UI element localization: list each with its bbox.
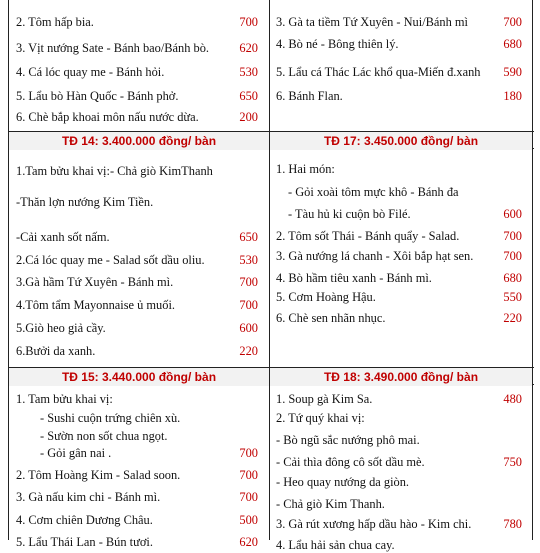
menu-item-price: 180	[503, 89, 522, 103]
menu-item: 1. Soup gà Kim Sa.	[276, 392, 373, 406]
menu-item-price: 220	[239, 344, 258, 358]
menu-item: - Heo quay nướng da giòn.	[276, 475, 410, 489]
menu-item-price: 700	[239, 15, 258, 29]
menu-item-price: 200	[239, 110, 258, 124]
menu-item: - Sườn non sốt chua ngọt.	[40, 429, 168, 443]
menu-item: 5.Giò heo giả cầy.	[16, 321, 106, 335]
menu-item: - Bò ngũ sắc nướng phô mai.	[276, 433, 420, 447]
td17-header: TĐ 17: 3.450.000 đồng/ bàn	[270, 132, 532, 150]
menu-item-price: 680	[503, 271, 522, 285]
menu-item-price: 650	[239, 230, 258, 244]
menu-item: 3.Gà hầm Tứ Xuyên - Bánh mì.	[16, 275, 174, 289]
center-divider	[269, 0, 270, 540]
menu-item: 6. Chè bắp khoai môn nấu nước dừa.	[16, 110, 199, 124]
menu-item-price: 590	[503, 65, 522, 79]
menu-item: - Gỏi gân nai .	[40, 446, 112, 460]
menu-item: 5. Cơm Hoàng Hậu.	[276, 290, 376, 304]
menu-item: 3. Vịt nướng Sate - Bánh bao/Bánh bò.	[16, 41, 210, 55]
menu-item: 2. Tôm hấp bia.	[16, 15, 94, 29]
menu-item: 4. Cơm chiên Dương Châu.	[16, 513, 153, 527]
menu-item: - Cải thìa đông cô sốt dầu mè.	[276, 455, 425, 469]
menu-item: -Thăn lợn nướng Kim Tiền.	[16, 195, 154, 209]
menu-item-price: 500	[239, 513, 258, 527]
menu-item-price: 480	[503, 392, 522, 406]
menu-item: 4. Lẩu hải sản chua cay.	[276, 538, 395, 552]
menu-item-price: 600	[503, 207, 522, 221]
menu-item: 4.Tôm tẩm Mayonnaise ủ muối.	[16, 298, 175, 312]
td18-header: TĐ 18: 3.490.000 đồng/ bàn	[270, 368, 532, 386]
menu-item: 5. Lẩu Thái Lan - Bún tươi.	[16, 535, 153, 549]
menu-item: - Tàu hủ ki cuộn bò Filé.	[288, 207, 411, 221]
menu-item-price: 220	[503, 311, 522, 325]
td14-header: TĐ 14: 3.400.000 đồng/ bàn	[9, 132, 269, 150]
menu-item-price: 750	[503, 455, 522, 469]
menu-item-price: 700	[239, 468, 258, 482]
menu-item-price: 700	[239, 298, 258, 312]
menu-item-price: 600	[239, 321, 258, 335]
menu-item-price: 620	[239, 535, 258, 549]
menu-item-price: 650	[239, 89, 258, 103]
menu-item-price: 700	[503, 229, 522, 243]
menu-item: 2. Tôm sốt Thái - Bánh quẩy - Salad.	[276, 229, 460, 243]
menu-item-price: 530	[239, 253, 258, 267]
menu-item: 3. Gà nấu kim chi - Bánh mì.	[16, 490, 161, 504]
menu-item-price: 620	[239, 41, 258, 55]
menu-item: 2.Cá lóc quay me - Salad sốt dầu oliu.	[16, 253, 205, 267]
td15-header: TĐ 15: 3.440.000 đồng/ bàn	[9, 368, 269, 386]
menu-item: 1. Tam bửu khai vị:	[16, 392, 113, 406]
menu-item-price: 700	[239, 446, 258, 460]
menu-item-price: 680	[503, 37, 522, 51]
menu-item: 4. Bò hầm tiêu xanh - Bánh mì.	[276, 271, 432, 285]
menu-item: 6. Chè sen nhãn nhục.	[276, 311, 386, 325]
menu-item-price: 780	[503, 517, 522, 531]
menu-item-price: 700	[239, 490, 258, 504]
menu-item-price: 700	[503, 15, 522, 29]
menu-item: 1. Hai món:	[276, 162, 335, 176]
menu-item: 3. Gà rút xương hấp dầu hào - Kim chi.	[276, 517, 472, 531]
left-border	[8, 0, 9, 540]
menu-item: 2. Tứ quý khai vị:	[276, 411, 365, 425]
menu-item: 3. Gà ta tiềm Tứ Xuyên - Nui/Bánh mì	[276, 15, 468, 29]
menu-item: -Cải xanh sốt nấm.	[16, 230, 110, 244]
menu-item: 6. Bánh Flan.	[276, 89, 343, 103]
menu-item-price: 530	[239, 65, 258, 79]
menu-item: 4. Bò né - Bông thiên lý.	[276, 37, 399, 51]
menu-item: 4. Cá lóc quay me - Bánh hỏi.	[16, 65, 165, 79]
menu-item: - Chả giò Kim Thanh.	[276, 497, 385, 511]
menu-item: - Gỏi xoài tôm mực khô - Bánh đa	[288, 185, 459, 199]
menu-item: 6.Bưởi da xanh.	[16, 344, 96, 358]
menu-item-price: 700	[503, 249, 522, 263]
menu-item: - Sushi cuộn trứng chiên xù.	[40, 411, 181, 425]
menu-item: 2. Tôm Hoàng Kim - Salad soon.	[16, 468, 181, 482]
menu-item: 5. Lẩu cá Thác Lác khổ qua-Miến đ.xanh	[276, 65, 481, 79]
menu-item: 1.Tam bửu khai vị:- Chả giò KimThanh	[16, 164, 213, 178]
menu-item: 3. Gà nướng lá chanh - Xôi bắp hạt sen.	[276, 249, 474, 263]
menu-item: 5. Lẩu bò Hàn Quốc - Bánh phở.	[16, 89, 179, 103]
menu-item-price: 700	[239, 275, 258, 289]
menu-item-price: 550	[503, 290, 522, 304]
right-border	[532, 0, 533, 540]
